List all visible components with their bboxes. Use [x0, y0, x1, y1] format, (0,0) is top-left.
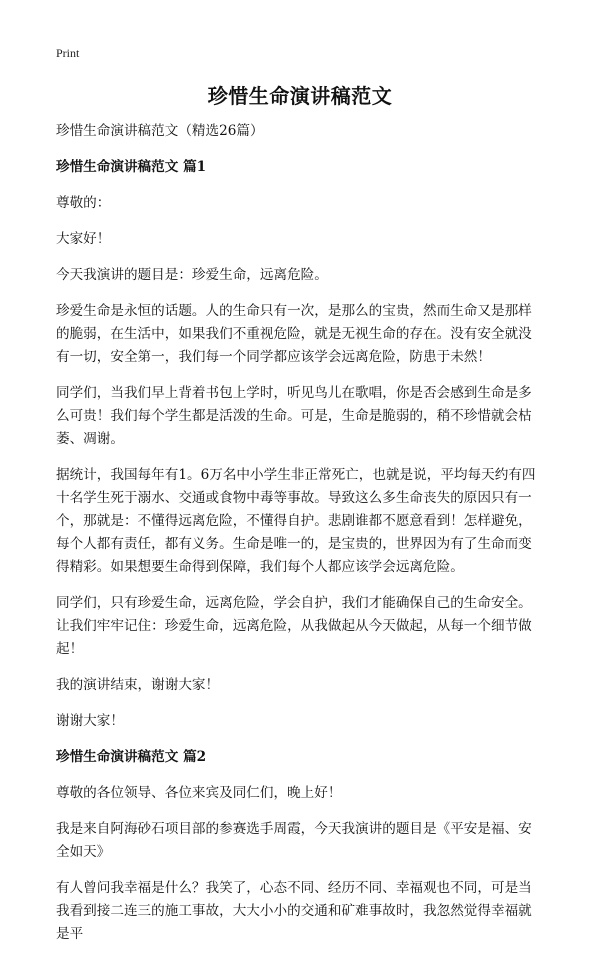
paragraph: 尊敬的：: [56, 195, 111, 211]
paragraph: 据统计，我国每年有1。6万名中小学生非正常死亡，也就是说，平均每天约有四十名学生死于溺水、交通或食物中毒等事故。导致这么多生命丧失的原因只有一个，那就是：不懂得远离危险，不懂得自护。悲剧谁都不愿意看到！怎样避免，每个人都有责任，都有义务。生命是唯一的，是宝贵的，世界因为有了生命而变得精彩。如果想要生命得到保障，我们每个人都应该学会远离危险。: [56, 467, 536, 575]
paragraph: 尊敬的各位领导、各位来宾及同仁们，晚上好！: [56, 785, 342, 801]
paragraph: 同学们，当我们早上背着书包上学时，听见鸟儿在歌唱，你是否会感到生命是多么可贵！我们每个学生都是活泼的生命。可是，生命是脆弱的，稍不珍惜就会枯萎、凋谢。: [56, 385, 532, 447]
document-subtitle: 珍惜生命演讲稿范文（精选26篇）: [56, 123, 264, 139]
page-title: 珍惜生命演讲稿范文: [207, 84, 393, 108]
paragraph: 珍爱生命是永恒的话题。人的生命只有一次，是那么的宝贵，然而生命又是那样的脆弱，在生活中，如果我们不重视危险，就是无视生命的存在。没有安全就没有一切，安全第一，我们每一个同学都应该学会远离危险，防患于未然！: [56, 303, 532, 365]
print-link[interactable]: Print: [56, 46, 80, 60]
section-heading-2: 珍惜生命演讲稿范文 篇2: [56, 749, 207, 765]
paragraph: 今天我演讲的题目是：珍爱生命，远离危险。: [56, 267, 328, 283]
paragraph: 我的演讲结束，谢谢大家！: [56, 677, 220, 693]
section-heading-1: 珍惜生命演讲稿范文 篇1: [56, 159, 207, 175]
paragraph: 谢谢大家！: [56, 713, 124, 729]
paragraph: 同学们，只有珍爱生命，远离危险，学会自护，我们才能确保自己的生命安全。让我们牢牢记住：珍爱生命，远离危险，从我做起从今天做起，从每一个细节做起！: [56, 595, 532, 657]
paragraph: 我是来自阿海砂石项目部的参赛选手周霞，今天我演讲的题目是《平安是福、安全如天》: [56, 821, 532, 860]
paragraph: 有人曾问我幸福是什么？我笑了，心态不同、经历不同、幸福观也不同，可是当我看到接二连三的施工事故，大大小小的交通和矿难事故时，我忽然觉得幸福就是平: [56, 880, 532, 942]
paragraph: 大家好！: [56, 231, 111, 247]
document-body: [56, 120, 544, 959]
